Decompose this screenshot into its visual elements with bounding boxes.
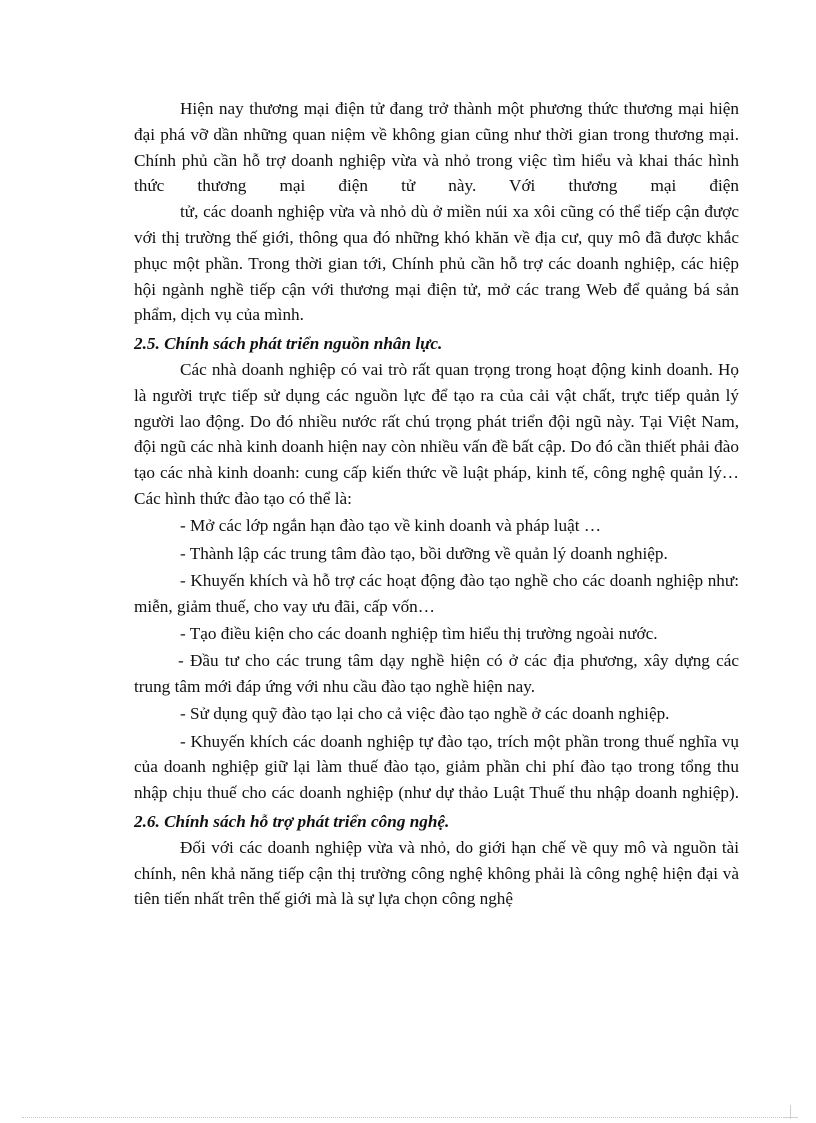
list-item: - Đầu tư cho các trung tâm dạy nghề hiện có ở các địa phương, xây dựng các trung tâm mới đáp ứng với nhu cầu đào tạo nghề hiện nay. — [134, 651, 739, 697]
list-item: - Thành lập các trung tâm đào tạo, bồi dưỡng về quản lý doanh nghiệp. — [180, 543, 668, 563]
list-item: - Mở các lớp ngắn hạn đào tạo về kinh doanh và pháp luật … — [180, 516, 602, 536]
section-heading-2-6: 2.6. Chính sách hỗ trợ phát triển công nghệ. — [134, 812, 450, 832]
paragraph-entrepreneurs: Các nhà doanh nghiệp có vai trò rất quan trọng trong hoạt động kinh doanh. Họ là người trực tiếp sử dụng các nguồn lực để tạo ra của cải vật chất, trực tiếp quản lý người lao động. Do đó nhiều nước rất chú trọng phát triển đội ngũ này. Tại Việt Nam, đội ngũ các nhà kinh doanh hiện nay còn nhiều vấn đề bất cập. Do đó cần thiết phải đào tạo các nhà kinh doanh: cung cấp kiến thức về luật pháp, kinh tế, công nghệ quản lý… Các hình thức đào tạo có thể là: — [134, 359, 739, 508]
list-item: - Tạo điều kiện cho các doanh nghiệp tìm hiểu thị trường ngoài nước. — [180, 623, 658, 643]
list-item: - Khuyến khích các doanh nghiệp tự đào tạo, trích một phần trong thuế nghĩa vụ của doanh nghiệp giữ lại làm thuế đào tạo, giảm phần chi phí đào tạo trong tổng thu nhập chịu thuế cho các doanh nghiệp (như dự thảo Luật Thuế thu nhập doanh nghiệp). — [134, 731, 739, 803]
list-item: - Sử dụng quỹ đào tạo lại cho cả việc đào tạo nghề ở các doanh nghiệp. — [180, 704, 670, 724]
crop-mark-icon — [784, 1105, 798, 1119]
paragraph-ecommerce-intro: Hiện nay thương mại điện tử đang trở thành một phương thức thương mại hiện đại phá vỡ dần những quan niệm về không gian cũng như thời gian trong thương mại. Chính phủ cần hỗ trợ doanh nghiệp vừa và nhỏ trong việc tìm hiểu và khai thác hình thức thương mại điện tử này. Với thương mại điện — [134, 99, 739, 196]
paragraph-ecommerce-benefits: tử, các doanh nghiệp vừa và nhỏ dù ở miền núi xa xôi cũng có thể tiếp cận được với thị trường thế giới, thông qua đó những khó khăn về địa cư, quy mô đã được khắc phục một phần. Trong thời gian tới, Chính phủ cần hỗ trợ các doanh nghiệp, các hiệp hội ngành nghề tiếp cận với thương mại điện tử, mở các trang Web để quảng bá sản phẩm, dịch vụ của mình. — [134, 202, 739, 325]
page-bottom-border — [22, 1117, 794, 1118]
paragraph-technology: Đối với các doanh nghiệp vừa và nhỏ, do giới hạn chế về quy mô và nguồn tài chính, nên khả năng tiếp cận thị trường công nghệ không phải là công nghệ hiện đại và tiên tiến nhất trên thế giới mà là sự lựa chọn công nghệ — [134, 837, 739, 909]
list-item: - Khuyến khích và hỗ trợ các hoạt động đào tạo nghề cho các doanh nghiệp như: miễn, giảm thuế, cho vay ưu đãi, cấp vốn… — [134, 570, 739, 616]
document-body — [134, 96, 739, 912]
section-heading-2-5: 2.5. Chính sách phát triển nguồn nhân lực. — [134, 334, 443, 354]
